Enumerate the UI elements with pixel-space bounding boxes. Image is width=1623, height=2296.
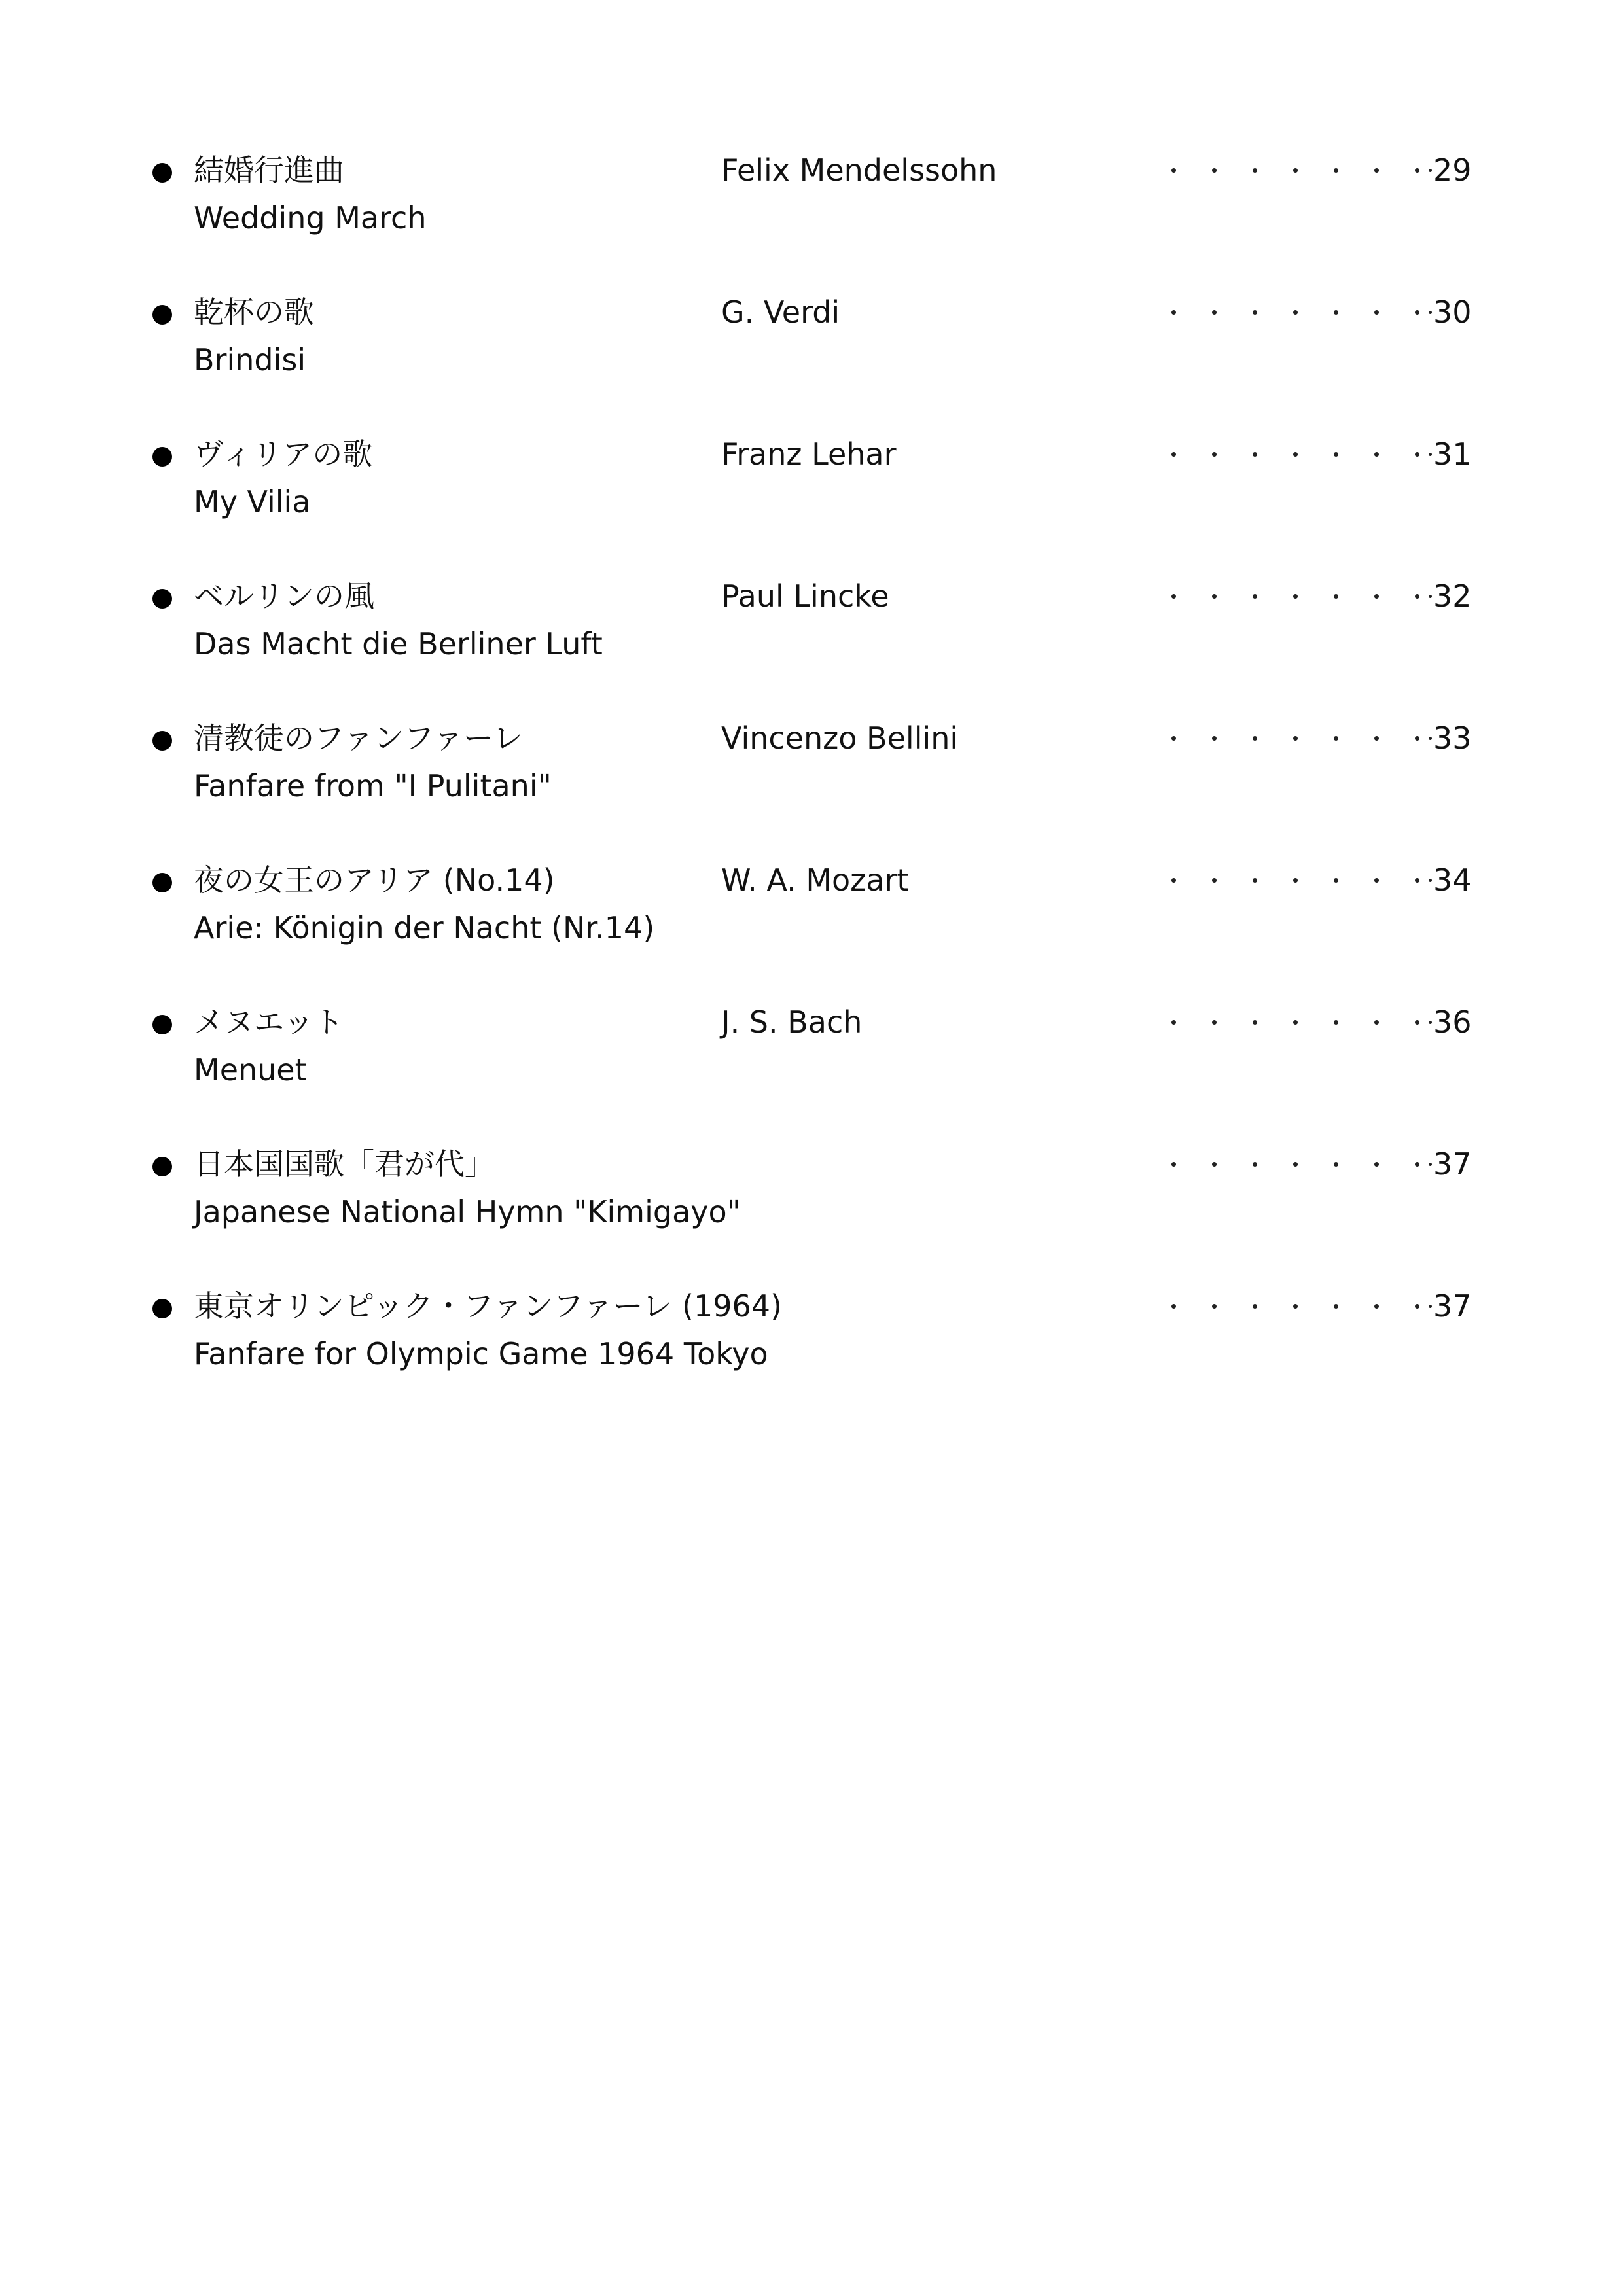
title-english: Wedding March: [194, 200, 427, 236]
leader-dot: [1415, 310, 1419, 315]
leader-dot: [1212, 168, 1217, 173]
toc-entry[interactable]: [0, 576, 1623, 694]
page-number[interactable]: 33: [1433, 720, 1472, 756]
leader-dot: [1253, 168, 1257, 173]
bullet-icon: [152, 1015, 172, 1034]
bullet-icon: [152, 873, 172, 892]
leader-dot: [1171, 878, 1176, 883]
leader-dot: [1429, 453, 1432, 456]
leader-dot: [1253, 1304, 1257, 1309]
title-japanese: 東京オリンピック・ファンファーレ (1964): [194, 1288, 782, 1324]
dot-leader: [1171, 1144, 1423, 1184]
leader-dot: [1429, 169, 1432, 172]
leader-dot: [1293, 310, 1298, 315]
composer-name: Vincenzo Bellini: [721, 720, 959, 756]
dot-leader: [1171, 434, 1423, 474]
leader-dot: [1374, 736, 1379, 741]
leader-dot: [1293, 1162, 1298, 1167]
bullet-icon: [152, 163, 172, 183]
leader-dot: [1415, 594, 1419, 599]
composer-name: W. A. Mozart: [721, 862, 909, 898]
dot-leader: [1171, 860, 1423, 900]
leader-dot: [1212, 310, 1217, 315]
leader-dot: [1253, 1020, 1257, 1025]
leader-dot: [1334, 878, 1338, 883]
leader-dot: [1212, 1162, 1217, 1167]
page-number[interactable]: 32: [1433, 578, 1472, 614]
page-number[interactable]: 29: [1433, 152, 1472, 188]
bullet-icon: [152, 731, 172, 751]
leader-dot: [1212, 594, 1217, 599]
leader-dot: [1374, 310, 1379, 315]
leader-dot: [1212, 736, 1217, 741]
leader-dot: [1429, 1021, 1432, 1024]
toc-entry[interactable]: [0, 860, 1623, 978]
bullet-icon: [152, 1157, 172, 1176]
leader-dot: [1429, 1163, 1432, 1166]
toc-entry[interactable]: [0, 1002, 1623, 1120]
dot-leader: [1171, 150, 1423, 190]
leader-dot: [1293, 594, 1298, 599]
page-number[interactable]: 34: [1433, 862, 1472, 898]
leader-dot: [1212, 1020, 1217, 1025]
leader-dot: [1253, 736, 1257, 741]
leader-dot: [1415, 1162, 1419, 1167]
title-japanese: 夜の女王のアリア (No.14): [194, 862, 555, 898]
toc-entry[interactable]: [0, 1144, 1623, 1262]
leader-dot: [1293, 452, 1298, 457]
leader-dot: [1429, 311, 1432, 314]
dot-leader: [1171, 1286, 1423, 1326]
leader-dot: [1415, 452, 1419, 457]
leader-dot: [1171, 1162, 1176, 1167]
composer-name: G. Verdi: [721, 294, 840, 330]
leader-dot: [1253, 878, 1257, 883]
leader-dot: [1253, 594, 1257, 599]
title-english: My Vilia: [194, 484, 311, 520]
bullet-icon: [152, 589, 172, 609]
leader-dot: [1415, 736, 1419, 741]
leader-dot: [1171, 452, 1176, 457]
leader-dot: [1429, 737, 1432, 740]
leader-dot: [1374, 594, 1379, 599]
leader-dot: [1171, 310, 1176, 315]
leader-dot: [1171, 1304, 1176, 1309]
dot-leader: [1171, 1002, 1423, 1042]
leader-dot: [1374, 168, 1379, 173]
title-english: Menuet: [194, 1052, 307, 1087]
leader-dot: [1429, 595, 1432, 598]
leader-dot: [1212, 452, 1217, 457]
title-english: Arie: Königin der Nacht (Nr.14): [194, 910, 655, 945]
leader-dot: [1334, 452, 1338, 457]
leader-dot: [1374, 1020, 1379, 1025]
leader-dot: [1293, 736, 1298, 741]
title-japanese: 日本国国歌「君が代」: [194, 1146, 495, 1182]
leader-dot: [1334, 1304, 1338, 1309]
leader-dot: [1293, 1304, 1298, 1309]
composer-name: Felix Mendelssohn: [721, 152, 997, 188]
bullet-icon: [152, 305, 172, 325]
leader-dot: [1415, 168, 1419, 173]
page-number[interactable]: 31: [1433, 436, 1472, 472]
bullet-icon: [152, 447, 172, 467]
leader-dot: [1374, 1162, 1379, 1167]
toc-entry[interactable]: [0, 718, 1623, 836]
leader-dot: [1334, 736, 1338, 741]
leader-dot: [1253, 452, 1257, 457]
leader-dot: [1253, 310, 1257, 315]
leader-dot: [1334, 168, 1338, 173]
title-english: Brindisi: [194, 342, 306, 378]
composer-name: Paul Lincke: [721, 578, 889, 614]
leader-dot: [1334, 1162, 1338, 1167]
toc-entry[interactable]: [0, 150, 1623, 268]
title-english: Japanese National Hymn "Kimigayo": [194, 1194, 741, 1229]
leader-dot: [1429, 1305, 1432, 1308]
page-number[interactable]: 37: [1433, 1146, 1472, 1182]
page-number[interactable]: 30: [1433, 294, 1472, 330]
leader-dot: [1374, 1304, 1379, 1309]
title-japanese: ヴィリアの歌: [194, 436, 373, 472]
leader-dot: [1212, 878, 1217, 883]
leader-dot: [1415, 1020, 1419, 1025]
title-japanese: ベルリンの風: [194, 578, 374, 614]
leader-dot: [1334, 310, 1338, 315]
title-english: Das Macht die Berliner Luft: [194, 626, 603, 662]
leader-dot: [1171, 736, 1176, 741]
leader-dot: [1171, 168, 1176, 173]
bullet-icon: [152, 1299, 172, 1318]
composer-name: J. S. Bach: [721, 1004, 863, 1040]
title-japanese: メヌエット: [194, 1004, 344, 1040]
composer-name: Franz Lehar: [721, 436, 897, 472]
leader-dot: [1171, 1020, 1176, 1025]
title-japanese: 乾杯の歌: [194, 294, 314, 330]
dot-leader: [1171, 576, 1423, 616]
title-japanese: 結婚行進曲: [194, 152, 344, 188]
toc-entry[interactable]: [0, 292, 1623, 410]
toc-entry[interactable]: [0, 1286, 1623, 1404]
page-number[interactable]: 37: [1433, 1288, 1472, 1324]
leader-dot: [1374, 452, 1379, 457]
title-english: Fanfare from "I Pulitani": [194, 768, 552, 804]
leader-dot: [1293, 1020, 1298, 1025]
leader-dot: [1171, 594, 1176, 599]
leader-dot: [1293, 168, 1298, 173]
leader-dot: [1374, 878, 1379, 883]
dot-leader: [1171, 718, 1423, 758]
title-japanese: 清教徒のファンファーレ: [194, 720, 524, 756]
page-number[interactable]: 36: [1433, 1004, 1472, 1040]
title-english: Fanfare for Olympic Game 1964 Tokyo: [194, 1336, 768, 1371]
toc-entry[interactable]: [0, 434, 1623, 552]
leader-dot: [1334, 594, 1338, 599]
leader-dot: [1429, 879, 1432, 882]
dot-leader: [1171, 292, 1423, 332]
leader-dot: [1415, 878, 1419, 883]
leader-dot: [1253, 1162, 1257, 1167]
leader-dot: [1415, 1304, 1419, 1309]
leader-dot: [1212, 1304, 1217, 1309]
leader-dot: [1293, 878, 1298, 883]
leader-dot: [1334, 1020, 1338, 1025]
